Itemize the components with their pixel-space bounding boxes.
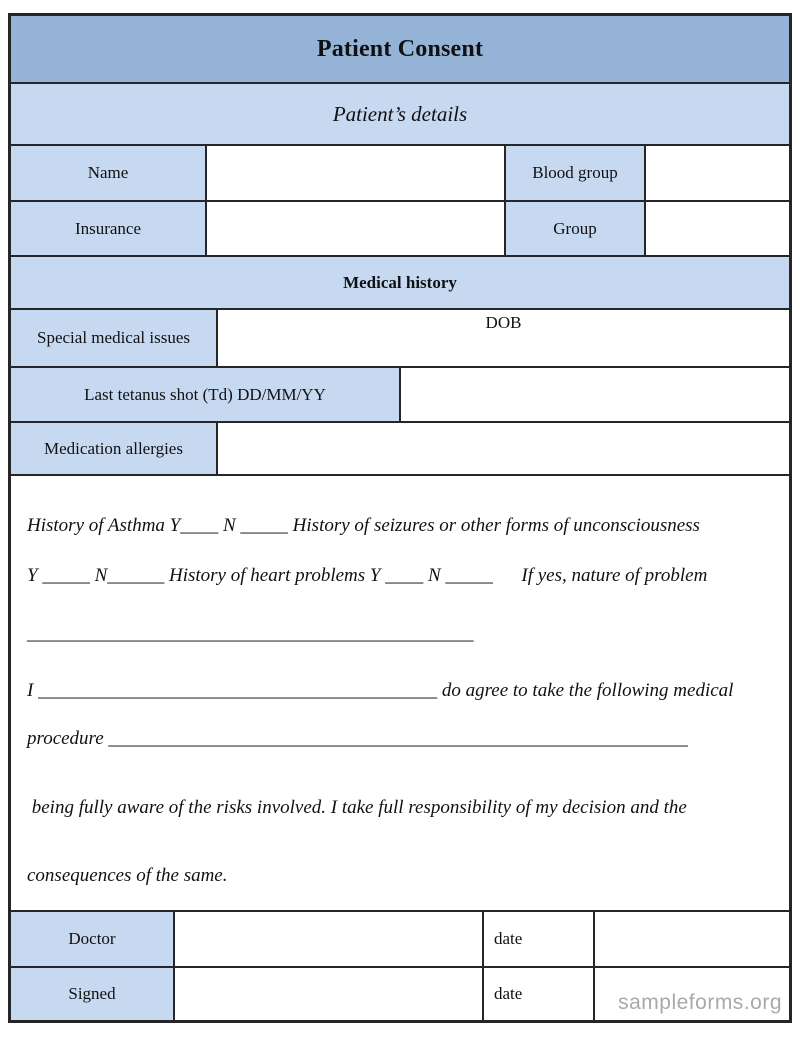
consent-blank-line[interactable]: _______________________________________________ xyxy=(27,623,474,644)
insurance-field[interactable] xyxy=(207,202,506,255)
blood-group-label: Blood group xyxy=(506,146,646,200)
patient-details-band xyxy=(11,84,789,144)
consent-line-consequences: consequences of the same. xyxy=(27,865,228,886)
name-field[interactable] xyxy=(207,146,506,200)
group-label: Group xyxy=(506,202,646,255)
consent-line-agree: I __________________________________________ do agree to take the following medical xyxy=(27,680,734,701)
special-medical-issues-field[interactable] xyxy=(218,310,789,366)
consent-line-heart: Y _____ N______ History of heart problems Y ____ N _____ If yes, nature of problem xyxy=(27,565,708,586)
special-medical-issues-label: Special medical issues xyxy=(11,310,218,366)
signed-label: Signed xyxy=(11,968,175,1020)
dob-label: DOB xyxy=(485,313,522,332)
form-title: Patient Consent xyxy=(316,35,484,62)
blood-group-field[interactable] xyxy=(646,146,789,200)
patient-consent-form xyxy=(8,13,792,1023)
medication-allergies-field[interactable] xyxy=(218,423,789,474)
consent-line-asthma: History of Asthma Y____ N _____ History of seizures or other forms of unconsciousness xyxy=(27,515,700,536)
consent-statement xyxy=(11,476,789,910)
consent-line-procedure: procedure _____________________________________________________________ xyxy=(27,728,688,749)
doctor-signature-field[interactable] xyxy=(175,912,484,966)
watermark-text: sampleforms.org xyxy=(618,991,782,1014)
tetanus-shot-field[interactable] xyxy=(401,368,789,421)
tetanus-shot-label: Last tetanus shot (Td) DD/MM/YY xyxy=(11,368,401,421)
name-label: Name xyxy=(11,146,207,200)
signed-date-label: date xyxy=(484,968,595,1020)
signed-signature-field[interactable] xyxy=(175,968,484,1020)
doctor-date-field[interactable] xyxy=(595,912,789,966)
group-field[interactable] xyxy=(646,202,789,255)
consent-line-risks: being fully aware of the risks involved. I take full responsibility of my decision and the xyxy=(27,797,687,818)
doctor-label: Doctor xyxy=(11,912,175,966)
insurance-label: Insurance xyxy=(11,202,207,255)
doctor-date-label: date xyxy=(484,912,595,966)
medication-allergies-label: Medication allergies xyxy=(11,423,218,474)
medical-history-band xyxy=(11,257,789,308)
form-title-band xyxy=(11,16,789,82)
medical-history-heading: Medical history xyxy=(343,272,457,292)
patient-details-heading: Patient’s details xyxy=(332,101,468,126)
signed-date-field[interactable] xyxy=(595,968,789,1020)
